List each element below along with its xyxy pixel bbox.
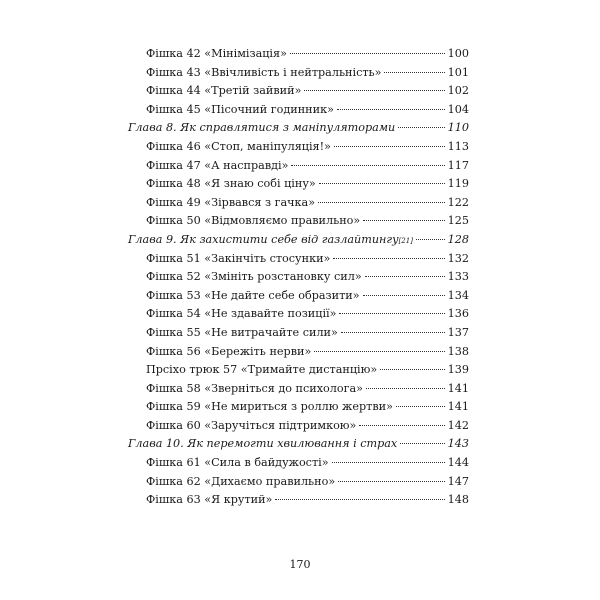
toc-entry-row [128,307,469,326]
toc-entry-row [128,400,469,419]
toc-entry-row [128,103,469,122]
entry-title: Фішка 47 «А насправді» [146,158,289,172]
dot-leader [290,53,445,54]
page-ref: 136 [447,307,469,321]
page-ref: 104 [447,102,469,116]
entry-title: Фішка 42 «Мінімізація» [146,47,287,60]
toc-entry-row [128,345,469,364]
page-ref: 142 [447,418,469,432]
entry-title: Прсіхо трюк 57 «Тримайте дистанцію» [146,363,378,377]
page-number: 170 [289,558,311,571]
toc-entry-row [128,456,469,475]
toc-chapter-row [128,437,469,456]
dot-leader [291,165,444,166]
page-ref: 117 [447,158,469,172]
dot-leader [318,202,445,203]
entry-title: Фішка 49 «Зірвався з гачка» [146,195,316,209]
entry-title: Фішка 43 «Ввічливість і нейтральність» [146,65,382,79]
page-ref: 141 [447,381,469,395]
entry-title: Фішка 50 «Відмовляємо правильно» [146,214,361,228]
page-ref: 141 [447,400,469,414]
toc-entry-row [128,419,469,438]
toc-entry-row [128,382,469,401]
entry-title: Фішка 52 «Змініть розстановку сил» [146,270,362,284]
dot-leader [337,109,445,110]
entry-title: Фішка 61 «Сила в байдужості» [146,456,329,470]
dot-leader [333,258,444,259]
dot-leader [304,90,444,91]
entry-title: Фішка 48 «Я знаю собі ціну» [146,177,316,191]
page-ref: 139 [447,363,469,377]
dot-leader [380,369,444,370]
page-ref: 101 [447,65,469,79]
page-ref: 144 [447,456,469,470]
page-ref: 119 [447,177,469,191]
page-ref: 137 [447,325,469,339]
page-ref: 148 [447,493,469,507]
page-ref: 110 [447,121,469,135]
toc-entry-row [128,177,469,196]
table-of-contents [128,47,469,512]
toc-entry-row [128,159,469,178]
dot-leader [338,481,444,482]
entry-title: Фішка 62 «Дихаємо правильно» [146,474,336,488]
page-ref: 147 [447,474,469,488]
entry-title: Фішка 56 «Бережіть нерви» [146,344,312,358]
dot-leader [332,462,445,463]
dot-leader [363,295,445,296]
dot-leader [366,388,445,389]
chapter-title: Глава 8. Як справлятися з маніпуляторами [128,121,396,135]
toc-entry-row [128,289,469,308]
page-ref: 125 [447,214,469,228]
page-ref: 128 [447,232,469,246]
dot-leader [319,183,445,184]
dot-leader [396,406,445,407]
dot-leader [359,425,444,426]
toc-entry-row [128,363,469,382]
page-ref: 134 [447,288,469,302]
entry-title: Фішка 63 «Я крутий» [146,493,273,507]
chapter-title: Глава 9. Як захистити себе від газлайтингу [128,232,399,246]
entry-title: Фішка 53 «Не дайте себе образити» [146,288,360,302]
dot-leader [416,239,445,240]
toc-entry-row [128,47,469,66]
dot-leader [339,313,444,314]
toc-entry-row [128,66,469,85]
dot-leader [341,332,445,333]
dot-leader [363,220,444,221]
toc-entry-row [128,475,469,494]
toc-entry-row [128,270,469,289]
entry-title: Фішка 58 «Зверніться до психолога» [146,381,363,395]
page-ref: 132 [447,251,469,265]
page-ref: 138 [447,344,469,358]
toc-entry-row [128,326,469,345]
toc-entry-row [128,493,469,512]
entry-title: Фішка 46 «Стоп, маніпуляція!» [146,139,331,153]
toc-entry-row [128,140,469,159]
dot-leader [275,499,444,500]
entry-title: Фішка 54 «Не здавайте позиції» [146,307,337,321]
entry-title: Фішка 51 «Закінчіть стосунки» [146,251,331,265]
entry-title: Фішка 55 «Не витрачайте сили» [146,325,338,339]
dot-leader [314,351,444,352]
entry-title: Фішка 59 «Не мириться з роллю жертви» [146,400,393,414]
dot-leader [334,146,445,147]
page-ref: 143 [447,437,469,451]
dot-leader [400,443,444,444]
page-ref: 102 [447,84,469,98]
entry-title: Фішка 60 «Заручіться підтримкою» [146,418,357,432]
dot-leader [398,127,444,128]
toc-entry-row [128,214,469,233]
toc-entry-row [128,84,469,103]
toc-chapter-row: Глава 9. Як захистити себе від газлайтингу [21] 128 [128,232,469,246]
dot-leader [365,276,445,277]
page-ref: 133 [447,270,469,284]
entry-title: Фішка 45 «Пісочний годинник» [146,102,334,116]
toc-entry-row [128,252,469,271]
toc-entry-row [128,196,469,215]
dot-leader [384,72,444,73]
chapter-title: Глава 10. Як перемогти хвилювання і страх [128,437,398,451]
page-ref: 122 [447,195,469,209]
entry-title: Фішка 44 «Третій зайвий» [146,84,302,98]
page-ref: 100 [447,47,469,60]
page-ref: 113 [447,139,469,153]
toc-chapter-row [128,121,469,140]
